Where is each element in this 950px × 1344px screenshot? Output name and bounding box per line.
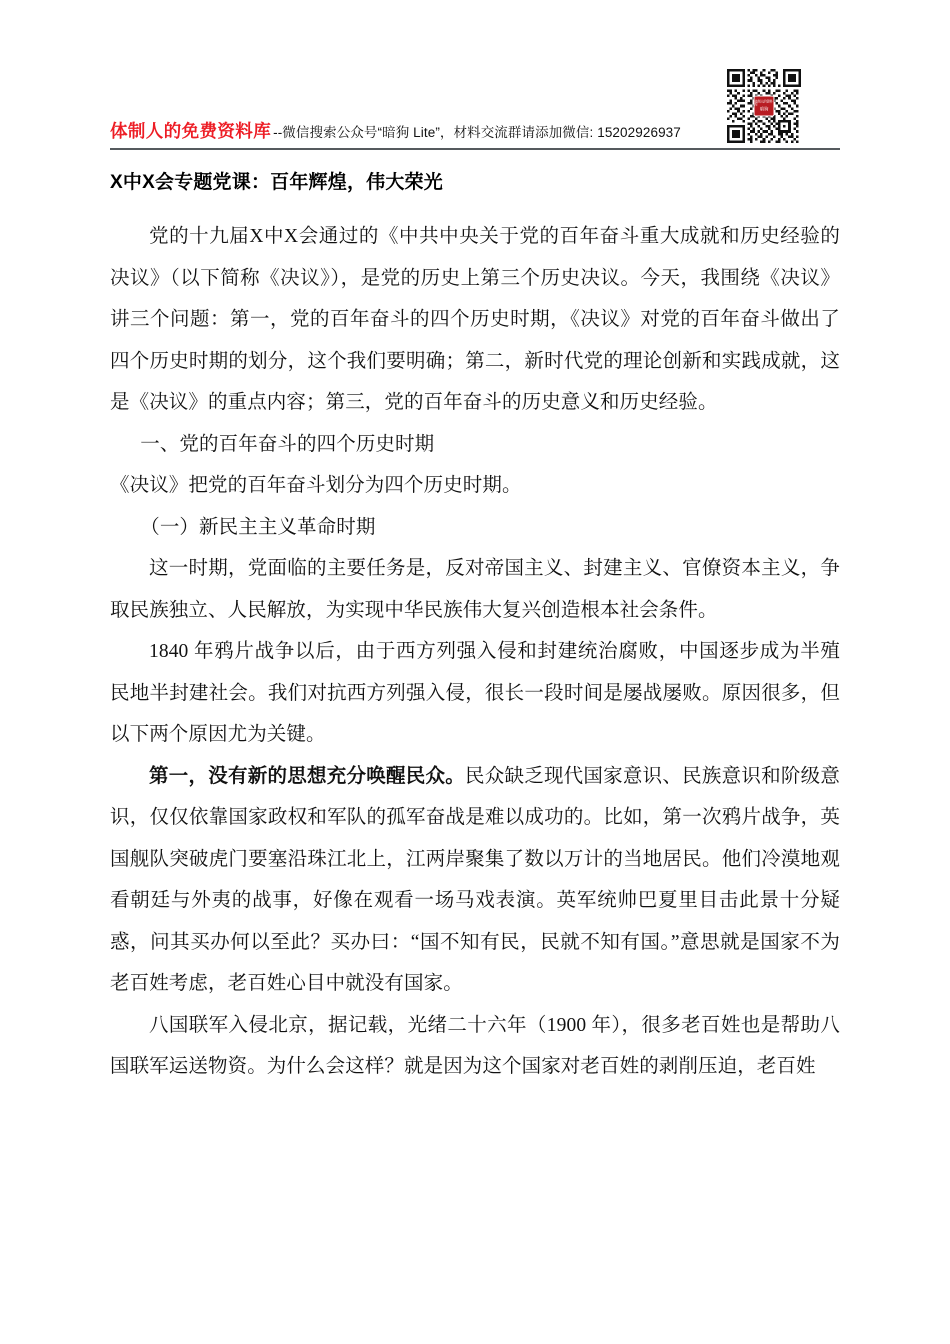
heading-section-one: 一、党的百年奋斗的四个历史时期 [140,433,435,455]
heading-subsection-one: （一）新民主主义革命时期 [140,516,376,538]
qr-logo-line2: 暗狗 [759,106,769,112]
paragraph-reason-one-body: 民众缺乏现代国家意识、民族意识和阶级意识，仅仅依靠国家政权和军队的孤军奋战是难以成功的。比如，第一次鸦片战争，英国舰队突破虎门要塞沿珠江北上，江两岸聚集了数以万计的当地居民。他们冷漠地观看朝廷与外夷的战事，好像在观看一场马戏表演。英军统帅巴夏里目击此景十分疑惑，问其买办何以至此？买办曰：“国不知有民，民就不知有国。”意思就是国家不为老百姓考虑，老百姓心目中就没有国家。 [110,765,840,994]
qr-logo-line1: 体制人的资料库 [754,99,773,107]
paragraph-reason-one-lead: 第一，没有新的思想充分唤醒民众。 [149,765,465,787]
header-tagline-text: --微信搜索公众号“暗狗 Lite”，材料交流群请添加微信: 15202926937 [273,124,681,140]
page-title: X中X会专题党课：百年辉煌，伟大荣光 [110,172,443,193]
header-divider [110,148,840,150]
paragraph-intro: 党的十九届X中X会通过的《中共中央关于党的百年奋斗重大成就和历史经验的决议》（以下简称《决议》），是党的历史上第三个历史决议。今天，我围绕《决议》讲三个问题：第一，党的百年奋斗的四个历史时期，《决议》对党的百年奋斗做出了四个历史时期的划分，这个我们要明确；第二，新时代党的理论创新和实践成就，这是《决议》的重点内容；第三，党的百年奋斗的历史意义和历史经验。 [110,226,840,413]
qr-center-logo [754,96,775,117]
paragraph-resolution-periods: 《决议》把党的百年奋斗划分为四个历史时期。 [110,475,522,496]
header-brand-text: 体制人的免费资料库 [110,120,272,141]
paragraph-main-tasks: 这一时期，党面临的主要任务是，反对帝国主义、封建主义、官僚资本主义，争取民族独立、人民解放，为实现中华民族伟大复兴创造根本社会条件。 [110,558,840,621]
paragraph-opium-war: 1840 年鸦片战争以后，由于西方列强入侵和封建统治腐败，中国逐步成为半殖民地半封建社会。我们对抗西方列强入侵，很长一段时间是屡战屡败。原因很多，但以下两个原因尤为关键。 [110,641,840,745]
qr-code-icon [727,69,801,143]
paragraph-reason-one [110,756,840,1005]
document-body [110,166,840,1088]
paragraph-eight-nation-alliance: 八国联军入侵北京，据记载，光绪二十六年（1900 年），很多老百姓也是帮助八国联军运送物资。为什么会这样？就是因为这个国家对老百姓的剥削压迫，老百姓 [110,1014,840,1077]
